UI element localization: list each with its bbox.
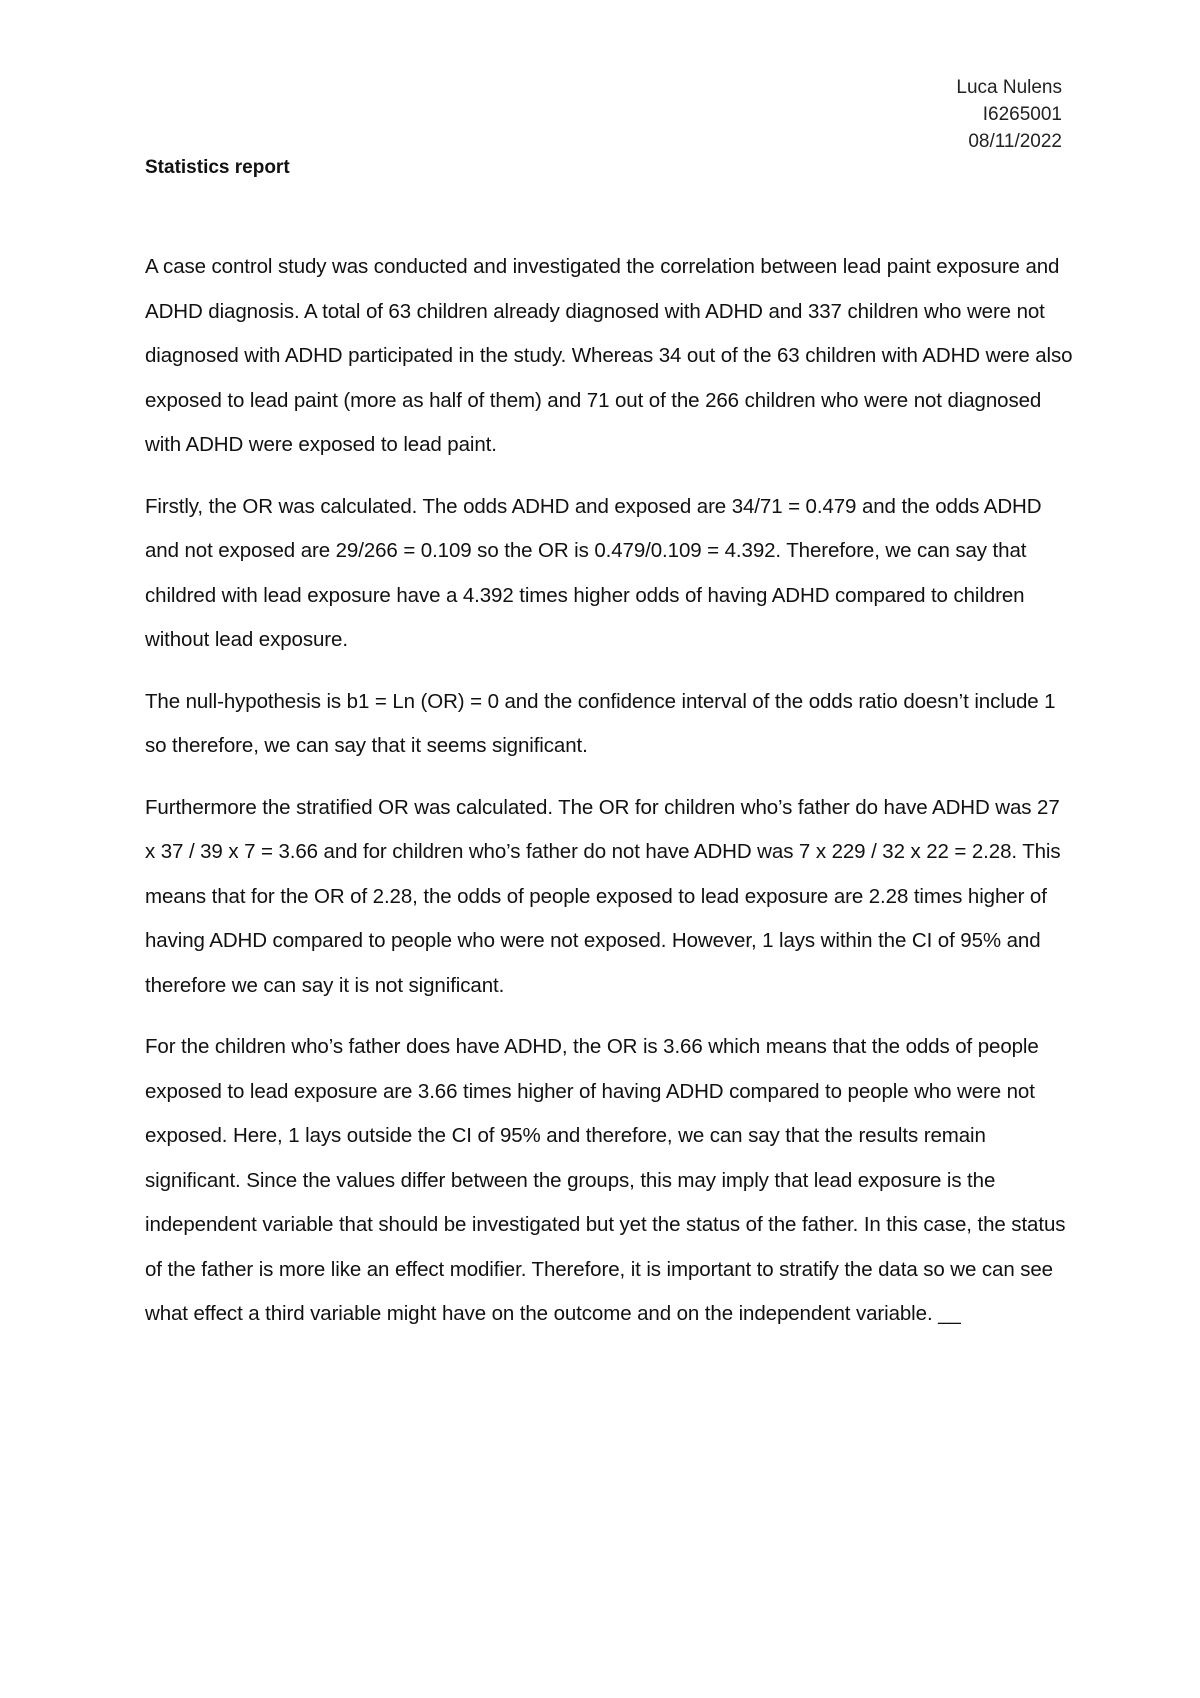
report-date: 08/11/2022 (968, 131, 1062, 152)
document-title: Statistics report (145, 157, 290, 178)
author-info-block (956, 74, 1062, 155)
paragraph-null-hypothesis: The null-hypothesis is b1 = Ln (OR) = 0 and the confidence interval of the odds ratio doesn’t include 1 so therefore, we can say that it seems significant. (145, 689, 1056, 757)
paragraph-study-description: A case control study was conducted and investigated the correlation between lead paint exposure and ADHD diagnosis. A total of 63 children already diagnosed with ADHD and 337 children who were not diagnosed with ADHD participated in the study. Whereas 34 out of the 63 children with ADHD were also exposed to lead paint (more as half of them) and 71 out of the 266 children who were not diagnosed with ADHD were exposed to lead paint. (145, 255, 1073, 456)
paragraph-stratified-or: Furthermore the stratified OR was calculated. The OR for children who’s father do have ADHD was 27 x 37 / 39 x 7 = 3.66 and for children who’s father do not have ADHD was 7 x 229 / 32 x 22 = 2.28. This means that for the OR of 2.28, the odds of people exposed to lead exposure are 2.28 times higher of having ADHD compared to people who were not exposed. However, 1 lays within the CI of 95% and therefore we can say it is not significant. (145, 795, 1061, 997)
author-name: Luca Nulens (956, 77, 1062, 98)
student-id: I6265001 (982, 104, 1062, 125)
paragraph-odds-ratio: Firstly, the OR was calculated. The odds ADHD and exposed are 34/71 = 0.479 and the odds ADHD and not exposed are 29/266 = 0.109 so the OR is 0.479/0.109 = 4.392. Therefore, we can say that childred with lead exposure have a 4.392 times higher odds of having ADHD compared to children without lead exposure. (145, 494, 1042, 651)
document-body (145, 245, 1075, 1354)
paragraph-effect-modifier: For the children who’s father does have ADHD, the OR is 3.66 which means that the odds of people exposed to lead exposure are 3.66 times higher of having ADHD compared to people who were not exposed. Here, 1 lays outside the CI of 95% and therefore, we can say that the results remain significant. Since the values differ between the groups, this may imply that lead exposure is the independent variable that should be investigated but yet the status of the father. In this case, the status of the father is more like an effect modifier. Therefore, it is important to stratify the data so we can see what effect a third variable might have on the outcome and on the independent variable. __ (145, 1035, 1066, 1325)
